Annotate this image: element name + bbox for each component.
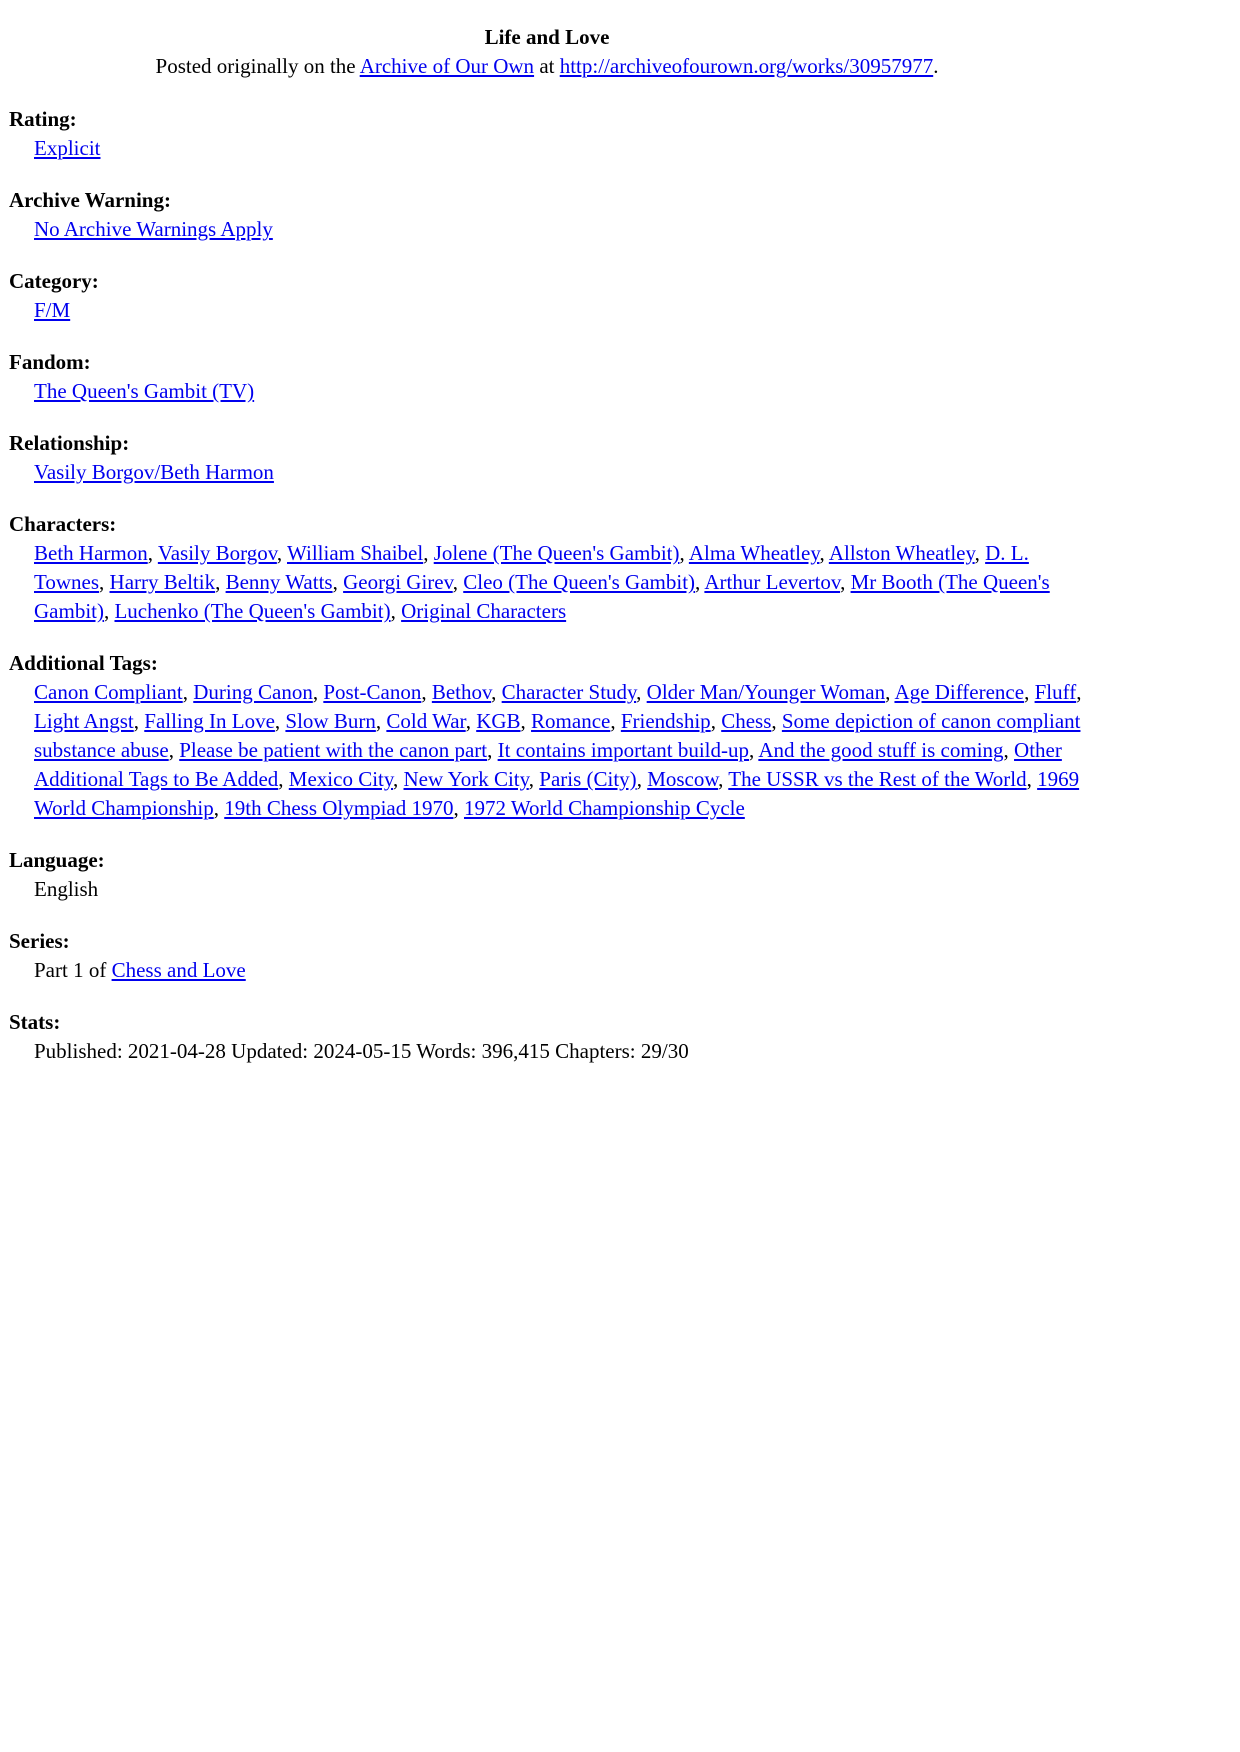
additional-tags-tag-link[interactable]: Post-Canon bbox=[323, 680, 422, 704]
characters-tag-link[interactable]: William Shaibel bbox=[287, 541, 424, 565]
section-label-series: Series: bbox=[9, 929, 70, 953]
additional-tags-tag-link[interactable]: Older Man/Younger Woman bbox=[646, 680, 886, 704]
work-header bbox=[9, 23, 1085, 81]
additional-tags-tag-link[interactable]: Chess bbox=[721, 709, 772, 733]
rating-tag-link[interactable]: Explicit bbox=[34, 136, 101, 160]
archive-of-our-own-link[interactable]: Archive of Our Own bbox=[359, 54, 535, 78]
series-prefix-text: Part 1 of bbox=[34, 958, 112, 982]
section-value-characters: Beth Harmon, Vasily Borgov, William Shaibel, Jolene (The Queen's Gambit), Alma Wheatley, Allston Wheatley, D. L. Townes, Harry Beltik, Benny Watts, Georgi Girev, Cleo (The Queen's Gambit), Arthur Levertov, Mr Booth (The Queen's Gambit), Luchenko (The Queen's Gambit), Original Characters bbox=[34, 541, 1050, 623]
archive-warning-tag-link[interactable]: No Archive Warnings Apply bbox=[34, 217, 273, 241]
section-value-archive-warning bbox=[34, 215, 1085, 244]
posted-suffix-text: . bbox=[933, 54, 939, 78]
section-value-stats bbox=[34, 1037, 1085, 1066]
additional-tags-tag-link[interactable]: Canon Compliant bbox=[34, 680, 183, 704]
section-label-fandom: Fandom: bbox=[9, 350, 91, 374]
characters-tag-link[interactable]: Cleo (The Queen's Gambit) bbox=[463, 570, 696, 594]
series-tag-link[interactable]: Chess and Love bbox=[111, 958, 246, 982]
characters-tag-link[interactable]: Benny Watts bbox=[225, 570, 333, 594]
section-value-language bbox=[34, 875, 1085, 904]
characters-tag-link[interactable]: Original Characters bbox=[401, 599, 567, 623]
posted-middle-text: at bbox=[534, 54, 560, 78]
characters-tag-link[interactable]: Luchenko (The Queen's Gambit) bbox=[114, 599, 391, 623]
section-label-stats: Stats: bbox=[9, 1010, 61, 1034]
additional-tags-tag-link[interactable]: Cold War bbox=[386, 709, 466, 733]
section-value-rating bbox=[34, 134, 1085, 163]
work-url-link[interactable]: http://archiveofourown.org/works/30957977 bbox=[559, 54, 934, 78]
additional-tags-tag-link[interactable]: Paris (City) bbox=[539, 767, 637, 791]
section-value-category bbox=[34, 296, 1085, 325]
additional-tags-tag-link[interactable]: New York City bbox=[403, 767, 529, 791]
section-label-characters: Characters: bbox=[9, 512, 117, 536]
section-label-rating: Rating: bbox=[9, 107, 77, 131]
additional-tags-tag-link[interactable]: 19th Chess Olympiad 1970 bbox=[224, 796, 454, 820]
additional-tags-tag-link[interactable]: Falling In Love bbox=[144, 709, 275, 733]
additional-tags-tag-link[interactable]: Age Difference bbox=[894, 680, 1025, 704]
section-value-series bbox=[34, 956, 1085, 985]
language-text: English bbox=[34, 877, 99, 901]
additional-tags-tag-link[interactable]: KGB bbox=[476, 709, 521, 733]
additional-tags-tag-link[interactable]: Please be patient with the canon part bbox=[179, 738, 488, 762]
characters-tag-link[interactable]: Allston Wheatley bbox=[828, 541, 975, 565]
additional-tags-tag-link[interactable]: During Canon bbox=[193, 680, 313, 704]
relationship-tag-link[interactable]: Vasily Borgov/Beth Harmon bbox=[34, 460, 274, 484]
additional-tags-tag-link[interactable]: Light Angst bbox=[34, 709, 134, 733]
section-label-category: Category: bbox=[9, 269, 99, 293]
additional-tags-tag-link[interactable]: Fluff bbox=[1034, 680, 1077, 704]
section-value-additional-tags: Canon Compliant, During Canon, Post-Canon, Bethov, Character Study, Older Man/Younger Woman, Age Difference, Fluff, Light Angst, Falling In Love, Slow Burn, Cold War, KGB, Romance, Friendship, Chess, Some depiction of canon compliant substance abuse, Please be patient with the canon part, It contains important build-up, And the good stuff is coming, Other Additional Tags to Be Added, Mexico City, New York City, Paris (City), Moscow, The USSR vs the Rest of the World, 1969 World Championship, 19th Chess Olympiad 1970, 1972 World Championship Cycle bbox=[34, 680, 1082, 820]
characters-tag-link[interactable]: D. L. Townes bbox=[34, 541, 1029, 594]
section-value-relationship bbox=[34, 458, 1085, 487]
section-label-archive-warning: Archive Warning: bbox=[9, 188, 171, 212]
fandom-tag-link[interactable]: The Queen's Gambit (TV) bbox=[34, 379, 255, 403]
additional-tags-tag-link[interactable]: Friendship bbox=[620, 709, 711, 733]
additional-tags-tag-link[interactable]: 1969 World Championship bbox=[34, 767, 1080, 820]
characters-tag-link[interactable]: Jolene (The Queen's Gambit) bbox=[433, 541, 680, 565]
additional-tags-tag-link[interactable]: Other Additional Tags to Be Added bbox=[34, 738, 1062, 791]
additional-tags-tag-link[interactable]: The USSR vs the Rest of the World bbox=[728, 767, 1027, 791]
characters-tag-link[interactable]: Alma Wheatley bbox=[688, 541, 820, 565]
work-title: Life and Love bbox=[484, 25, 610, 49]
section-label-language: Language: bbox=[9, 848, 105, 872]
additional-tags-tag-link[interactable]: And the good stuff is coming bbox=[758, 738, 1004, 762]
work-tags-list bbox=[9, 105, 1085, 1066]
section-value-fandom bbox=[34, 377, 1085, 406]
characters-tag-link[interactable]: Georgi Girev bbox=[343, 570, 453, 594]
posted-prefix-text: Posted originally on the bbox=[155, 54, 360, 78]
additional-tags-tag-link[interactable]: Slow Burn bbox=[285, 709, 376, 733]
characters-tag-link[interactable]: Arthur Levertov bbox=[704, 570, 841, 594]
characters-tag-link[interactable]: Harry Beltik bbox=[109, 570, 216, 594]
additional-tags-tag-link[interactable]: Character Study bbox=[501, 680, 637, 704]
stats-text: Published: 2021-04-28 Updated: 2024-05-15 Words: 396,415 Chapters: 29/30 bbox=[34, 1039, 689, 1063]
additional-tags-tag-link[interactable]: Some depiction of canon compliant substance abuse bbox=[34, 709, 1081, 762]
additional-tags-tag-link[interactable]: Moscow bbox=[647, 767, 719, 791]
characters-tag-link[interactable]: Vasily Borgov bbox=[157, 541, 277, 565]
section-label-relationship: Relationship: bbox=[9, 431, 130, 455]
additional-tags-tag-link[interactable]: 1972 World Championship Cycle bbox=[463, 796, 745, 820]
characters-tag-link[interactable]: Beth Harmon bbox=[34, 541, 148, 565]
posted-line bbox=[156, 54, 939, 78]
category-tag-link[interactable]: F/M bbox=[34, 298, 71, 322]
additional-tags-tag-link[interactable]: Bethov bbox=[431, 680, 492, 704]
additional-tags-tag-link[interactable]: It contains important build-up bbox=[497, 738, 749, 762]
additional-tags-tag-link[interactable]: Romance bbox=[531, 709, 611, 733]
characters-tag-link[interactable]: Mr Booth (The Queen's Gambit) bbox=[34, 570, 1050, 623]
additional-tags-tag-link[interactable]: Mexico City bbox=[288, 767, 394, 791]
section-label-additional-tags: Additional Tags: bbox=[9, 651, 158, 675]
